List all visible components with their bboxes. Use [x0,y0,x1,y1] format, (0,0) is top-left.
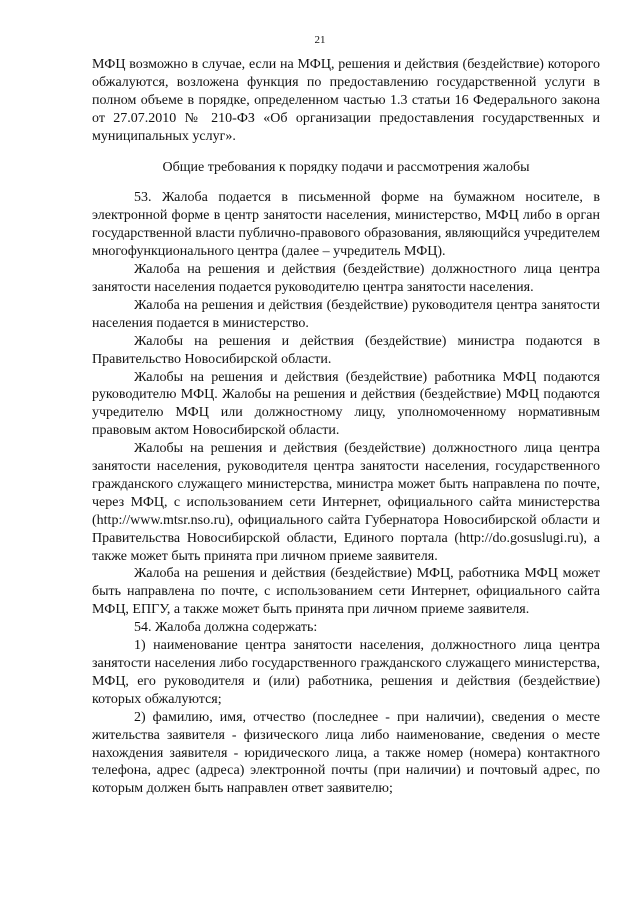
document-body [92,56,600,798]
paragraph-mfc-submission-channels: Жалоба на решения и действия (бездействие) МФЦ, работника МФЦ может быть направлена по почте, с использованием сети Интернет, официального сайта МФЦ, ЕПГУ, а также может быть принята при личном приеме заявителя. [92,566,600,618]
paragraph-intro-continuation: МФЦ возможно в случае, если на МФЦ, решения и действия (бездействие) которого обжалуются, возложена функция по предоставлению государственной услуги в полном объеме в порядке, определенном частью 1.3 статьи 16 Федерального закона от 27.07.2010 № 210-ФЗ «Об организации предоставления государственных и муниципальных услуг». [92,57,600,144]
paragraph-53: 53. Жалоба подается в письменной форме на бумажном носителе, в электронной форме в центр занятости населения, министерство, МФЦ либо в орган государственной власти публично-правового образования, являющийся учредителем многофункционального центра (далее – учредитель МФЦ). [92,190,600,260]
paragraph-head-complaint: Жалоба на решения и действия (бездействие) руководителя центра занятости населения подается в министерство. [92,297,600,331]
paragraph-54: 54. Жалоба должна содержать: [134,620,318,636]
section-heading: Общие требования к порядку подачи и рассмотрения жалобы [162,159,530,175]
paragraph-submission-channels: Жалобы на решения и действия (бездействие) должностного лица центра занятости населения, руководителя центра занятости населения, государственного гражданского служащего министерства, министра может быть направлена по почте, через МФЦ, с использованием сети Интернет, официального сайта министерства (http://www.mtsr.nso.ru), официального сайта Губернатора Новосибирской области и Правительства Новосибирской области, Единого портала (http://do.gosuslugi.ru), а также может быть принята при личном приеме заявителя. [92,441,600,564]
list-item-1: 1) наименование центра занятости населения, должностного лица центра занятости населения либо государственного гражданского служащего министерства, МФЦ, его руководителя и (или) работника, решения и действия (бездействие) которых обжалуются; [92,638,600,707]
page-number: 21 [314,34,326,46]
list-item-2: 2) фамилию, имя, отчество (последнее - при наличии), сведения о месте жительства заявителя - физического лица либо наименование, сведения о месте нахождения заявителя - юридического лица, а также номер (номера) контактного телефона, адрес (адреса) электронной почты (при наличии) и почтовый адрес, по которым должен быть направлен ответ заявителю; [92,709,600,797]
paragraph-official-complaint: Жалоба на решения и действия (бездействие) должностного лица центра занятости населения подается руководителю центра занятости населения. [92,262,600,295]
paragraph-mfc-complaint: Жалобы на решения и действия (бездействие) работника МФЦ подаются руководителю МФЦ. Жалобы на решения и действия (бездействие) МФЦ подаются учредителю МФЦ или должностному лицу, уполномоченному нормативным правовым актом Новосибирской области. [92,369,600,439]
paragraph-minister-complaint: Жалобы на решения и действия (бездействие) министра подаются в Правительство Новосибирской области. [92,333,600,367]
